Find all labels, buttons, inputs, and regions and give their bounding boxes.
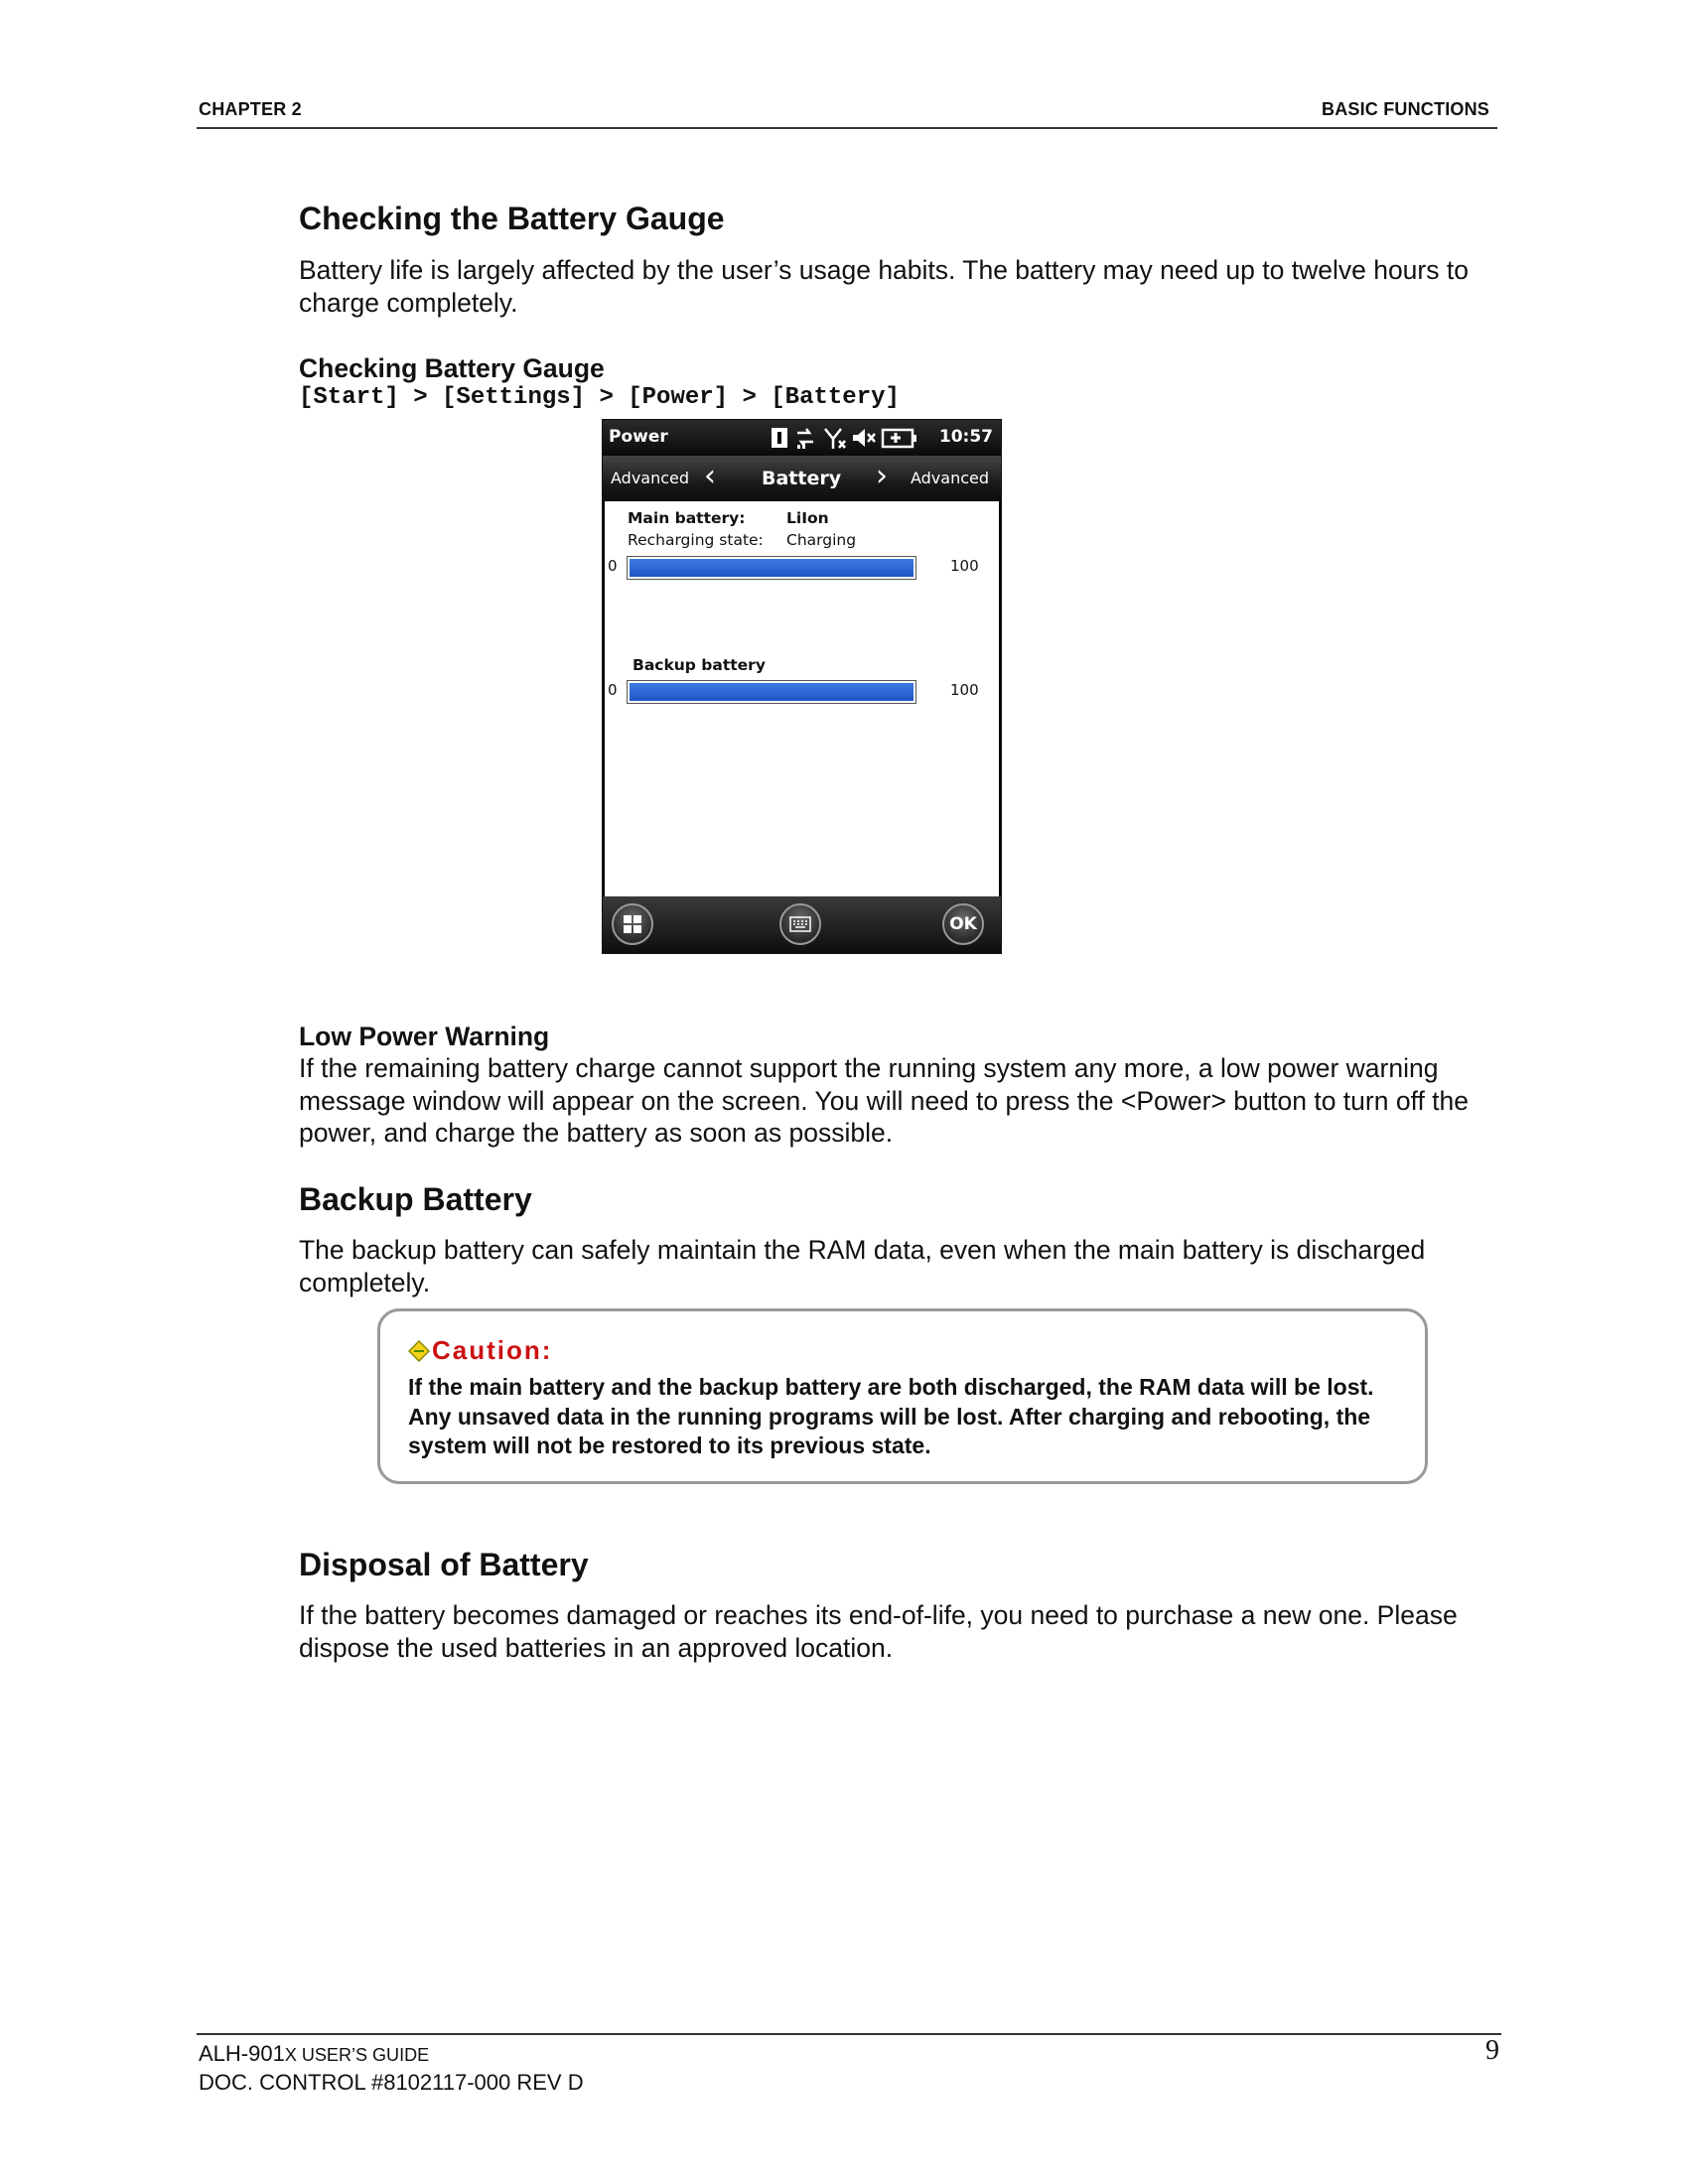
footer-doc-control: DOC. CONTROL #8102117-000 REV D (199, 2070, 584, 2095)
backup-bar-min: 0 (608, 681, 618, 699)
section-title-backup-battery: Backup Battery (299, 1181, 532, 1217)
disposal-text: If the battery becomes damaged or reaches its end-of-life, you need to purchase a new one. Please dispose the used batteries in an approved location. (299, 1600, 1458, 1663)
backup-battery-bar (627, 680, 916, 704)
device-screenshot (602, 419, 1002, 954)
page-number: 9 (1485, 2035, 1499, 2066)
backup-battery-text: The backup battery can safely maintain the RAM data, even when the main battery is discharged completely. (299, 1235, 1426, 1297)
device-softkey-bar (603, 896, 1001, 953)
caution-diamond-icon (408, 1340, 430, 1362)
footer-guide-title: ALH-901X USER’S GUIDE (199, 2041, 430, 2066)
low-power-warning-text: If the remaining battery charge cannot support the running system any more, a low power warning message window will appear on the screen. You will need to press the <Power> button to turn off the power, and charge the battery as soon as possible. (299, 1053, 1470, 1148)
battery-gauge-intro: Battery life is largely affected by the user’s usage habits. The battery may need up to twelve hours to charge completely. (299, 255, 1469, 318)
data-transfer-icon (797, 429, 813, 449)
section-title-battery-gauge: Checking the Battery Gauge (299, 201, 725, 236)
backup-battery-fill (630, 683, 914, 701)
input-indicator-icon (772, 428, 787, 448)
main-battery-bar (627, 556, 916, 580)
device-title-bar (603, 420, 1001, 456)
section-label: BASIC FUNCTIONS (1322, 99, 1489, 119)
backup-battery-label: Backup battery (633, 656, 766, 674)
nav-advanced-left[interactable]: Advanced (611, 469, 690, 487)
main-battery-label: Main battery: (628, 509, 746, 527)
backup-bar-max: 100 (950, 681, 979, 699)
ok-button[interactable]: OK (942, 903, 984, 945)
device-title: Power (609, 427, 668, 447)
low-power-warning-heading: Low Power Warning (299, 1022, 550, 1051)
start-windows-icon[interactable] (612, 903, 653, 945)
caution-heading (408, 1335, 552, 1366)
main-bar-max: 100 (950, 557, 979, 575)
chevron-left-icon[interactable]: ‹ (704, 459, 716, 493)
device-content (605, 501, 999, 896)
caution-label: Caution: (432, 1335, 553, 1365)
recharging-state-label: Recharging state: (628, 531, 764, 549)
nav-title: Battery (762, 468, 842, 489)
device-clock: 10:57 (938, 427, 993, 447)
main-bar-min: 0 (608, 557, 618, 575)
header-rule (197, 127, 1497, 129)
recharging-state-value: Charging (786, 531, 857, 549)
nav-advanced-right[interactable]: Advanced (910, 469, 989, 487)
main-battery-fill (630, 559, 914, 577)
chevron-right-icon[interactable]: › (876, 459, 888, 493)
battery-charging-icon (883, 430, 916, 447)
section-title-disposal: Disposal of Battery (299, 1547, 589, 1582)
menu-path: [Start] > [Settings] > [Power] > [Battery] (299, 384, 900, 411)
status-icons (770, 425, 926, 451)
checking-battery-gauge-heading: Checking Battery Gauge (299, 353, 605, 383)
device-nav-bar (603, 456, 1001, 501)
caution-text: If the main battery and the backup battery are both discharged, the RAM data will be lost. Any unsaved data in the running programs will be lost. After charging and rebooting, the system will not be restored to its previous state. (408, 1374, 1374, 1458)
chapter-label: CHAPTER 2 (199, 99, 302, 119)
signal-off-icon (825, 429, 845, 449)
keyboard-icon[interactable] (779, 903, 821, 945)
main-battery-value: LiIon (786, 509, 829, 527)
footer-rule (197, 2033, 1501, 2035)
caution-box (377, 1308, 1428, 1484)
volume-muted-icon (853, 429, 875, 447)
